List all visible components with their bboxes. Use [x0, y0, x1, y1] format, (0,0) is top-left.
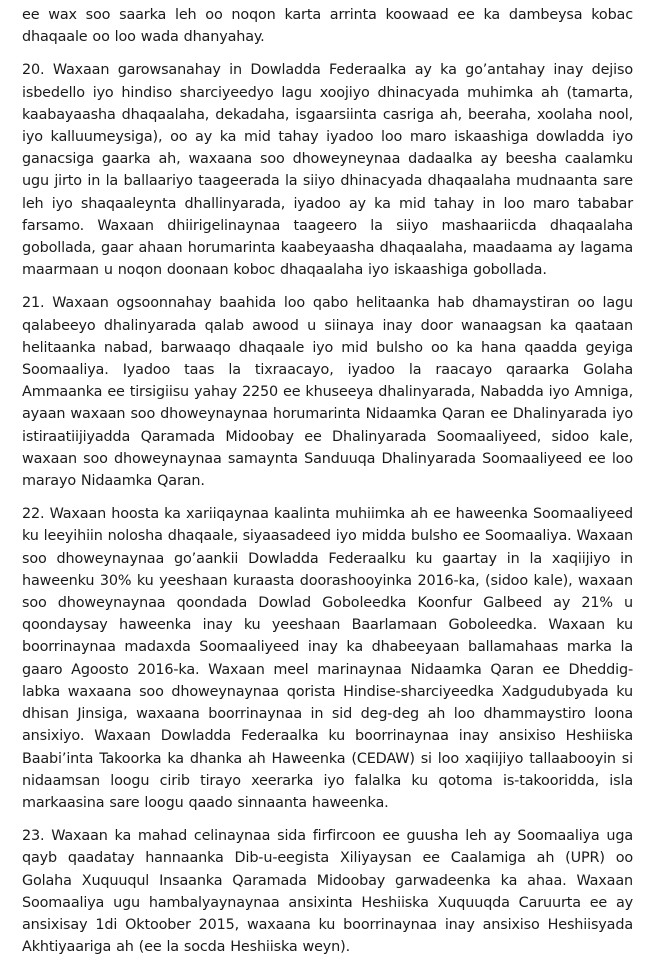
paragraph-23: 23. Waxaan ka mahad celinaynaa sida firfircoon ee guusha leh ay Soomaaliya uga qayb qaadatay hannaanka Dib-u-eegista Xiliyaysan ee Caalamiga ah (UPR) oo Golaha Xuquuqul Insaanka Qaramada Midoobay garwadeenka ka ahaa. Waxaan Soomaaliya ugu hambalyaynaynaa ansixinta Heshiiska Xuquuqda Caruurta ee ay ansixisay 1di Oktoober 2015, waxaana ku boorrinaynaa inay ansixiso Heshiisyada Akhtiyaariga ah (ee la socda Heshiiska weyn). [22, 828, 633, 956]
paragraph-21: 21. Waxaan ogsoonnahay baahida loo qabo helitaanka hab dhamaystiran oo lagu qalabeeyo dhalinyarada qalab awood u siinaya inay door wanaagsan ka qaataan helitaanka nabad, barwaaqo dhaqaale iyo mid bulsho oo ka hana qaadda geyiga Soomaaliya. Iyadoo taas la tixraacayo, iyadoo la raacayo qaraarka Golaha Ammaanka ee tirsigiisu yahay 2250 ee khuseeya dhalinyarada, Nabadda iyo Amniga, ayaan waxaan soo dhoweynaynaa horumarinta Nidaamka Qaran ee Dhalinyarada iyo istiraatiijiyadda Qaramada Midoobay ee Dhalinyarada Soomaaliyeed, sidoo kale, waxaan soo dhoweynaynaa samaynta Sanduuqa Dhalinyarada Soomaaliyeed ee loo marayo Nidaamka Qaran. [22, 295, 633, 490]
paragraph-22: 22. Waxaan hoosta ka xariiqaynaa kaalinta muhiimka ah ee haweenka Soomaaliyeed ku leeyihiin nolosha dhaqaale, siyaasadeed iyo midda bulsho ee Soomaaliya. Waxaan soo dhoweynaynaa go’aankii Dowladda Federaalku ku gaartay in la xaqiijiyo in haweenku 30% ku yeeshaan kuraasta doorashooyinka 2016-ka, (sidoo kale), waxaan soo dhoweynaynaa qoondada Dowlad Goboleedka Koonfur Galbeed ay 21% u qoondaysay haweenka inay ku yeeshaan Baarlamaan Goboleedka. Waxaan ku boorrinaynaa madaxda Soomaaliyeed inay ka dhabeeyaan ballamahaas marka la gaaro Agoosto 2016-ka. Waxaan meel marinaynaa Nidaamka Qaran ee Dheddig-labka waxaana soo dhoweynaynaa qorista Hindise-sharciyeedka Xadgudubyada ku dhisan Jinsiga, waxaana boorrinaynaa in sid deg-deg ah loo dhammaystiro loona ansixiyo. Waxaan Dowladda Federaalka ku boorrinaynaa inay ansixiso Heshiiska Baabi’inta Takoorka ka dhanka ah Haweenka (CEDAW) si loo xaqiijiyo tallaabooyin si nidaamsan loogu cirib tirayo xeerarka iyo falalka ku qotoma is-takooridda, isla markaasina sare loogu qaado sinnaanta haweenka. [22, 506, 633, 811]
document-page [22, 4, 633, 969]
paragraph-20: 20. Waxaan garowsanahay in Dowladda Federaalka ay ka go’antahay inay dejiso isbedello iyo hindiso sharciyeedyo lagu xoojiyo dhinacyada muhimka ah (tamarta, kaabayaasha dhaqaalaha, dekadaha, isgaarsiinta casriga ah, beeraha, xoolaha nool, iyo kalluumeysiga), oo ay ka mid tahay iyadoo loo maro iskaashiga dowladda iyo ganacsiga gaarka ah, waxaana soo dhoweyneynaa dadaalka ay beesha caalamku ugu jirto in la ballaariyo taageerada la siiyo dhinacyada dhaqaalaha mudnaanta sare leh iyo shaqaaleynta dhallinyarada, iyadoo ay ka mid tahay in loo maro tababar farsamo. Waxaan dhiirigelinaynaa taageero la siiyo mashaariicda dhaqaalaha gobollada, gaar ahaan horumarinta kaabeyaasha dhaqaalaha, maadaama ay lagama maarmaan u noqon doonaan koboc dhaqaalaha iyo iskaashiga gobollada. [22, 62, 633, 279]
paragraph-continuation: ee wax soo saarka leh oo noqon karta arrinta koowaad ee ka dambeysa kobac dhaqaale oo loo wada dhanyahay. [22, 7, 633, 46]
